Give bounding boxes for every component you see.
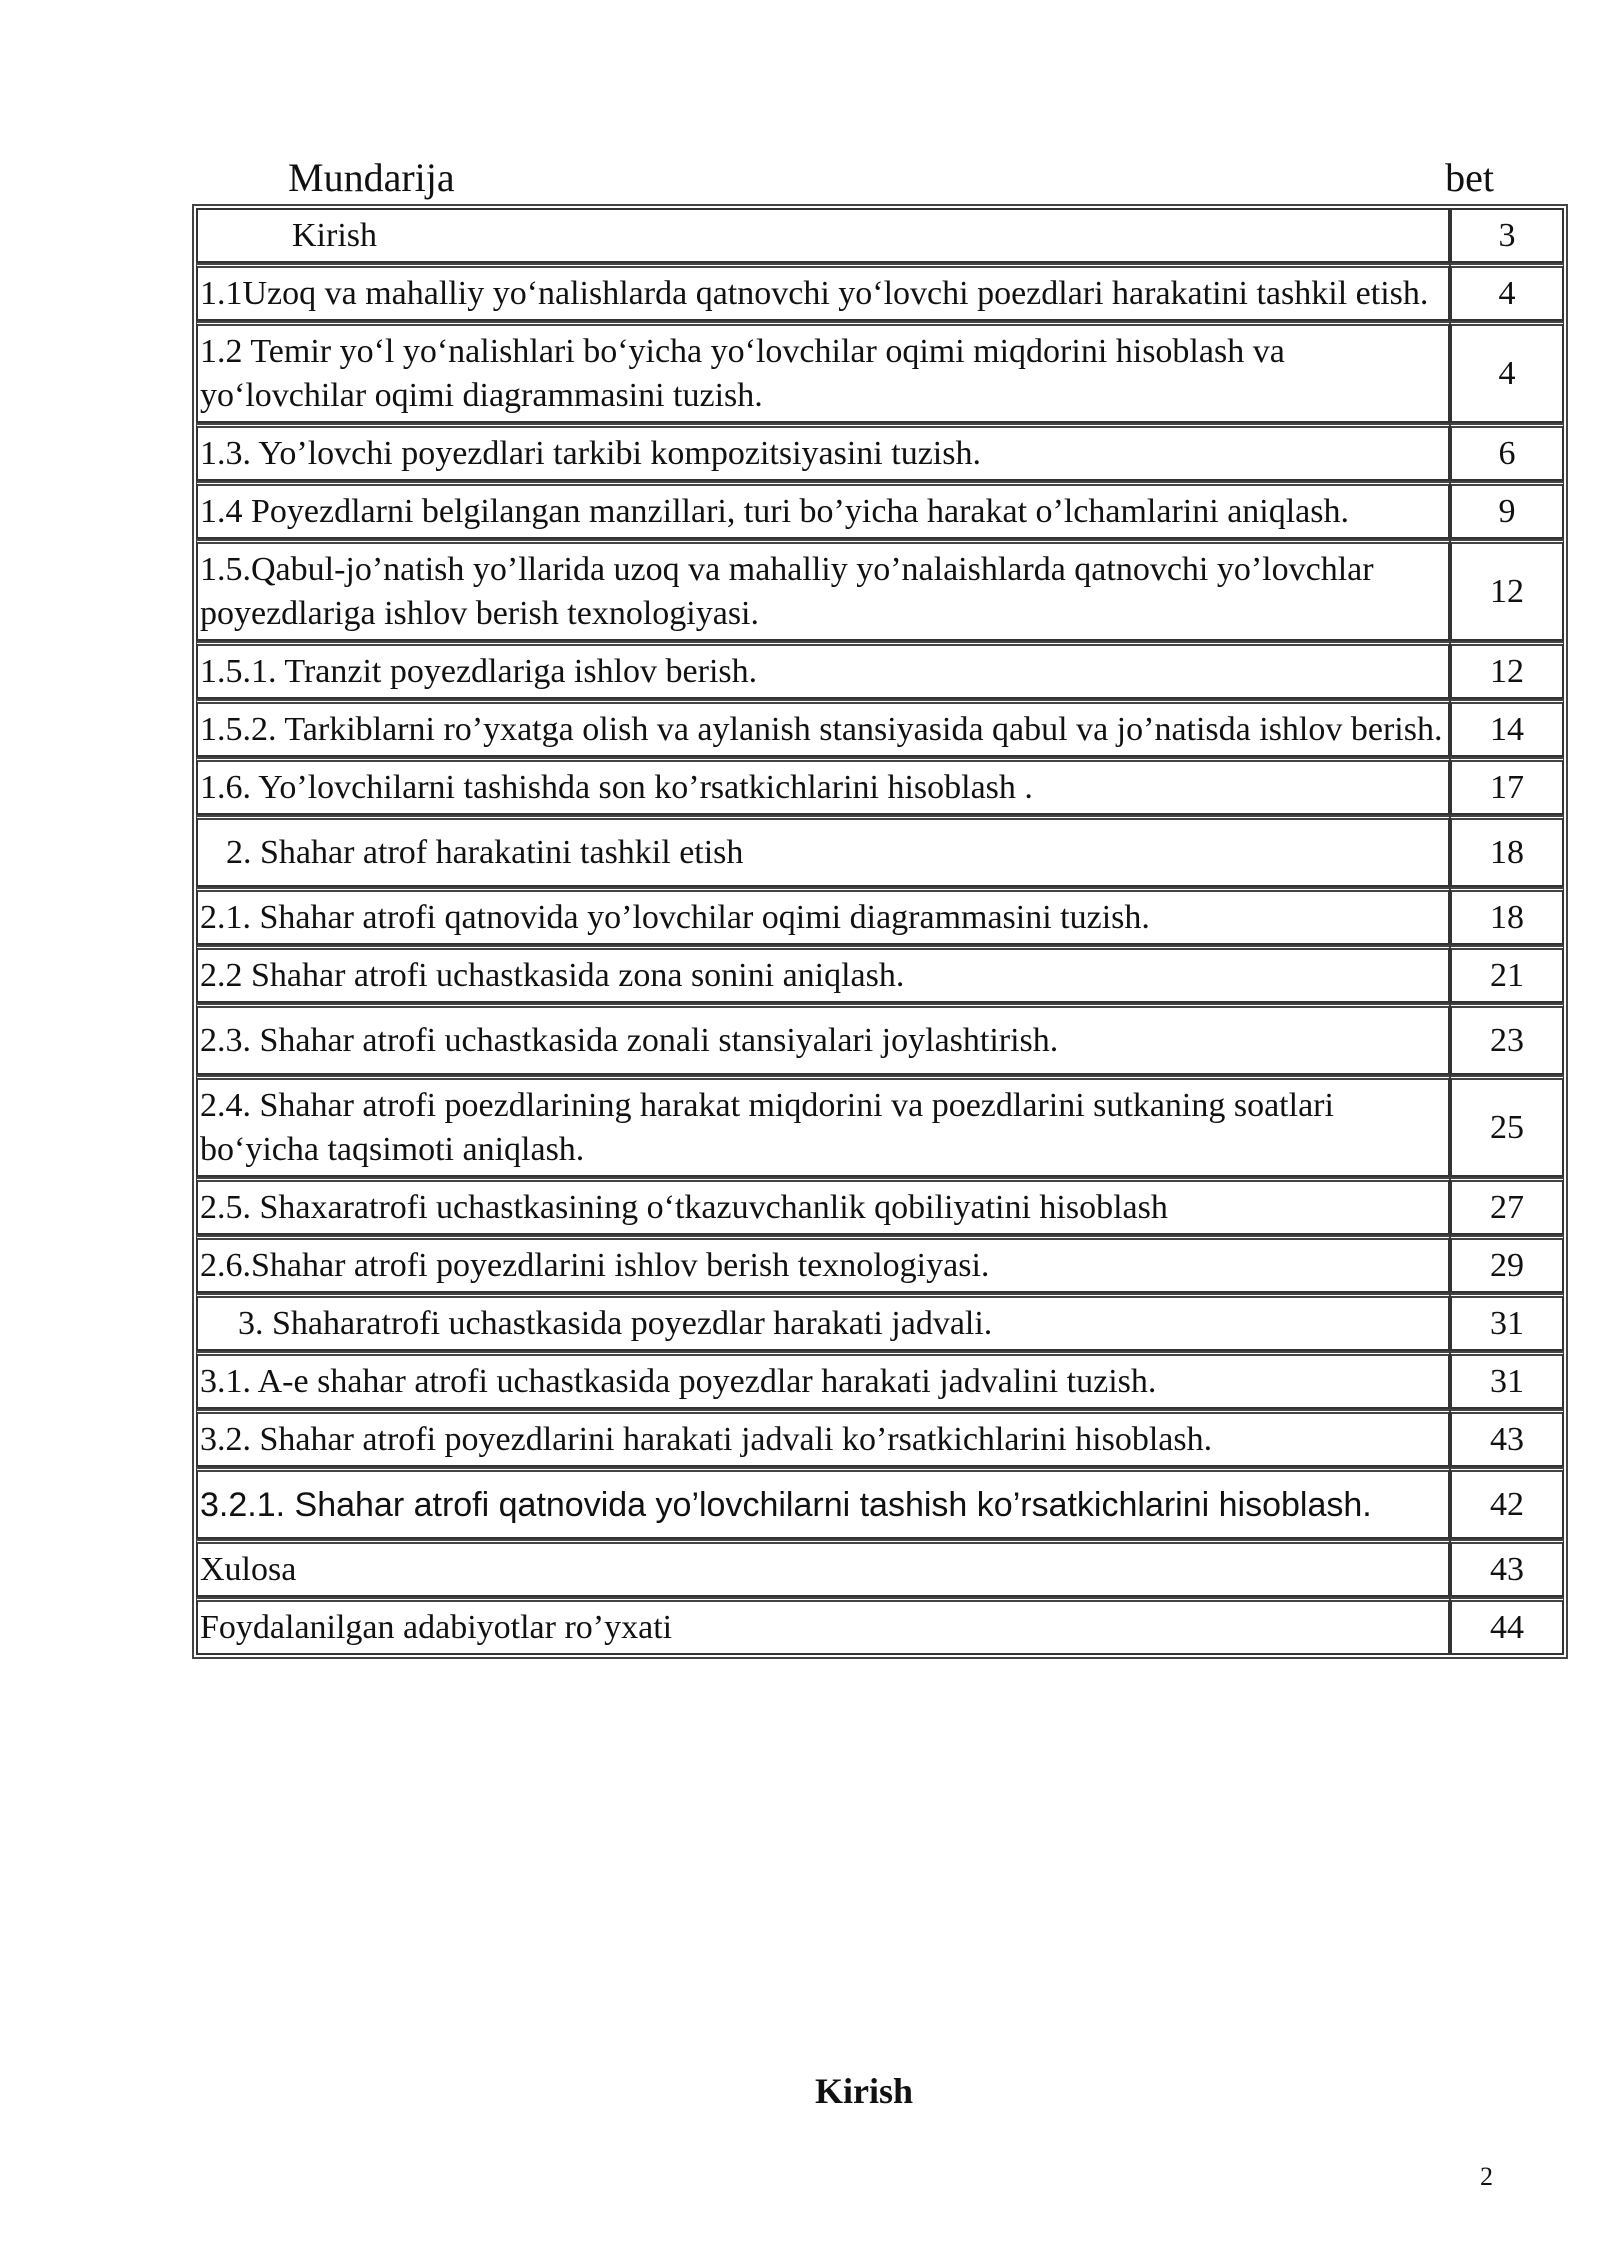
toc-entry-label: 3.1. A-e shahar atrofi uchastkasida poyezdlar harakati jadvalini tuzish. bbox=[196, 1351, 1450, 1409]
toc-row bbox=[196, 887, 1564, 945]
toc-row bbox=[196, 1177, 1564, 1235]
toc-row bbox=[196, 1235, 1564, 1293]
toc-entry-label: 2.2 Shahar atrofi uchastkasida zona sonini aniqlash. bbox=[196, 945, 1450, 1003]
page-number: 2 bbox=[1480, 2162, 1493, 2191]
toc-entry-page: 12 bbox=[1450, 539, 1564, 641]
toc-header bbox=[288, 152, 1494, 204]
toc-entry-page: 44 bbox=[1450, 1597, 1564, 1655]
toc-entry-label: 1.1Uzoq va mahalliy yo‘nalishlarda qatnovchi yo‘lovchi poezdlari harakatini tashkil etish. bbox=[196, 263, 1450, 321]
toc-row bbox=[196, 641, 1564, 699]
toc-table bbox=[196, 208, 1564, 1655]
table-of-contents bbox=[192, 204, 1568, 1659]
toc-entry-label: Xulosa bbox=[196, 1539, 1450, 1597]
toc-entry-page: 14 bbox=[1450, 699, 1564, 757]
toc-entry-label: 2.3. Shahar atrofi uchastkasida zonali stansiyalari joylashtirish. bbox=[196, 1003, 1450, 1075]
toc-entry-label: 2.4. Shahar atrofi poezdlarining harakat miqdorini va poezdlarini sutkaning soatlari bo‘yicha taqsimoti aniqlash. bbox=[196, 1075, 1450, 1177]
toc-row bbox=[196, 1075, 1564, 1177]
toc-entry-page: 25 bbox=[1450, 1075, 1564, 1177]
section-heading: Kirish bbox=[814, 2071, 913, 2111]
toc-entry-page: 18 bbox=[1450, 887, 1564, 945]
toc-entry-page: 17 bbox=[1450, 757, 1564, 815]
toc-row bbox=[196, 1003, 1564, 1075]
toc-page-column-label: bet bbox=[1445, 155, 1494, 200]
toc-row bbox=[196, 321, 1564, 423]
toc-row bbox=[196, 1409, 1564, 1467]
toc-row bbox=[196, 1467, 1564, 1539]
toc-entry-page: 43 bbox=[1450, 1409, 1564, 1467]
toc-entry-page: 4 bbox=[1450, 263, 1564, 321]
toc-row bbox=[196, 815, 1564, 887]
toc-entry-page: 42 bbox=[1450, 1467, 1564, 1539]
toc-entry-page: 18 bbox=[1450, 815, 1564, 887]
toc-entry-label: Foydalanilgan adabiyotlar ro’yxati bbox=[196, 1597, 1450, 1655]
toc-entry-page: 6 bbox=[1450, 423, 1564, 481]
toc-row bbox=[196, 1539, 1564, 1597]
toc-entry-page: 3 bbox=[1450, 208, 1564, 263]
toc-entry-page: 27 bbox=[1450, 1177, 1564, 1235]
toc-entry-label: 1.3. Yo’lovchi poyezdlari tarkibi kompozitsiyasini tuzish. bbox=[196, 423, 1450, 481]
toc-entry-page: 4 bbox=[1450, 321, 1564, 423]
toc-row bbox=[196, 208, 1564, 263]
toc-entry-page: 31 bbox=[1450, 1351, 1564, 1409]
toc-entry-label: 3. Shaharatrofi uchastkasida poyezdlar harakati jadvali. bbox=[196, 1293, 1450, 1351]
toc-row bbox=[196, 263, 1564, 321]
toc-title: Mundarija bbox=[288, 155, 455, 200]
toc-entry-page: 29 bbox=[1450, 1235, 1564, 1293]
toc-row bbox=[196, 757, 1564, 815]
toc-row bbox=[196, 945, 1564, 1003]
toc-entry-label: Kirish bbox=[196, 208, 1450, 263]
toc-entry-label: 1.5.1. Tranzit poyezdlariga ishlov berish. bbox=[196, 641, 1450, 699]
toc-entry-label: 2.5. Shaxaratrofi uchastkasining o‘tkazuvchanlik qobiliyatini hisoblash bbox=[196, 1177, 1450, 1235]
toc-row bbox=[196, 481, 1564, 539]
toc-entry-label: 1.6. Yo’lovchilarni tashishda son ko’rsatkichlarini hisoblash . bbox=[196, 757, 1450, 815]
toc-entry-label: 1.5.Qabul-jo’natish yo’llarida uzoq va mahalliy yo’nalaishlarda qatnovchi yo’lovchlar poyezdlariga ishlov berish texnologiyasi. bbox=[196, 539, 1450, 641]
toc-row bbox=[196, 1351, 1564, 1409]
toc-entry-label: 1.5.2. Tarkiblarni ro’yxatga olish va aylanish stansiyasida qabul va jo’natisda ishlov berish. bbox=[196, 699, 1450, 757]
toc-entry-page: 9 bbox=[1450, 481, 1564, 539]
toc-row bbox=[196, 1293, 1564, 1351]
toc-row bbox=[196, 539, 1564, 641]
toc-entry-label: 2. Shahar atrof harakatini tashkil etish bbox=[196, 815, 1450, 887]
toc-entry-page: 23 bbox=[1450, 1003, 1564, 1075]
toc-row bbox=[196, 1597, 1564, 1655]
toc-entry-label: 3.2. Shahar atrofi poyezdlarini harakati jadvali ko’rsatkichlarini hisoblash. bbox=[196, 1409, 1450, 1467]
toc-entry-label: 1.4 Poyezdlarni belgilangan manzillari, turi bo’yicha harakat o’lchamlarini aniqlash. bbox=[196, 481, 1450, 539]
toc-entry-label: 2.1. Shahar atrofi qatnovida yo’lovchilar oqimi diagrammasini tuzish. bbox=[196, 887, 1450, 945]
toc-entry-label: 2.6.Shahar atrofi poyezdlarini ishlov berish texnologiyasi. bbox=[196, 1235, 1450, 1293]
toc-entry-label: 1.2 Temir yo‘l yo‘nalishlari bo‘yicha yo‘lovchilar oqimi miqdorini hisoblash va yo‘lovchilar oqimi diagrammasini tuzish. bbox=[196, 321, 1450, 423]
toc-entry-page: 21 bbox=[1450, 945, 1564, 1003]
toc-entry-label: 3.2.1. Shahar atrofi qatnovida yo’lovchilarni tashish ko’rsatkichlarini hisoblash. bbox=[196, 1467, 1450, 1539]
toc-entry-page: 31 bbox=[1450, 1293, 1564, 1351]
toc-row bbox=[196, 423, 1564, 481]
toc-row bbox=[196, 699, 1564, 757]
toc-entry-page: 12 bbox=[1450, 641, 1564, 699]
toc-entry-page: 43 bbox=[1450, 1539, 1564, 1597]
